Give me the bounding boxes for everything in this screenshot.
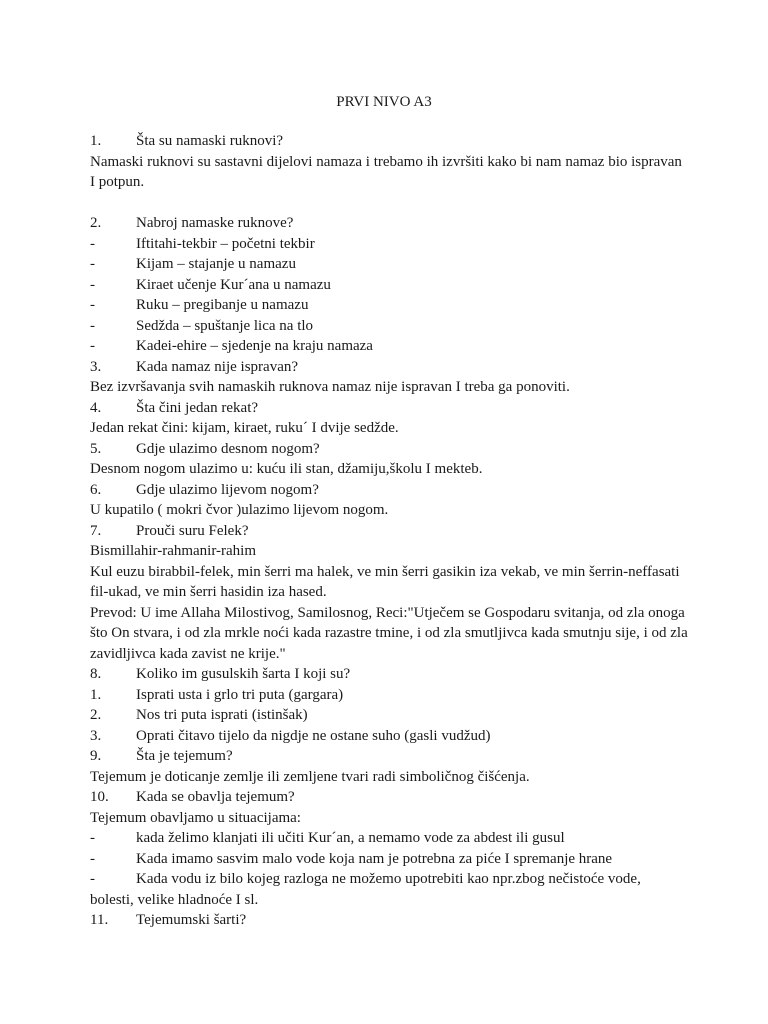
bullet-item	[90, 234, 690, 255]
list-marker: 11.	[90, 912, 109, 928]
list-marker: -	[90, 256, 95, 272]
blank-line	[90, 193, 690, 214]
list-marker: 3.	[90, 727, 102, 744]
list-item-text: Kada se obavlja tejemum?	[136, 789, 295, 805]
paragraph: Kul euzu birabbil-felek, min šerri ma halek, ve min šerri gasikin iza vekab, ve min šerrin-neffasati fil-ukad, ve min šerri hasidin iza hased.	[90, 563, 680, 600]
list-item-text: Sedžda – spuštanje lica na tlo	[136, 317, 314, 334]
list-item-text: kada želimo klanjati ili učiti Kur´an, a nemamo vode za abdest ili gusul	[136, 830, 565, 846]
list-marker: -	[90, 830, 95, 846]
list-marker: -	[90, 276, 95, 293]
numbered-item	[90, 910, 690, 931]
list-marker: 9.	[90, 748, 102, 764]
paragraph: Desnom nogom ulazimo u: kuću ili stan, džamiju,školu I mekteb.	[90, 461, 483, 477]
numbered-item	[90, 705, 690, 726]
list-item-text: Šta je tejemum?	[136, 748, 233, 764]
numbered-item	[90, 787, 690, 808]
bullet-item	[90, 336, 690, 357]
list-item-text: Gdje ulazimo lijevom nogom?	[136, 481, 319, 498]
list-marker: 6.	[90, 481, 102, 498]
bullet-item	[90, 828, 690, 849]
numbered-item	[90, 357, 690, 378]
bullet-item	[90, 849, 690, 870]
list-marker: 2.	[90, 215, 102, 231]
paragraph: Tejemum je doticanje zemlje ili zemljene tvari radi simboličnog čišćenja.	[90, 768, 530, 785]
list-marker: -	[90, 850, 95, 867]
paragraph: U kupatilo ( mokri čvor )ulazimo lijevom nogom.	[90, 502, 389, 518]
numbered-item	[90, 131, 690, 152]
bullet-item	[90, 869, 690, 890]
list-marker: -	[90, 338, 95, 354]
list-item-text: Kiraet učenje Kur´ana u namazu	[136, 276, 331, 293]
list-marker: 8.	[90, 666, 102, 682]
numbered-item	[90, 480, 690, 501]
numbered-item	[90, 685, 690, 706]
list-item-text: Gdje ulazimo desnom nogom?	[136, 440, 320, 457]
list-item-continuation: bolesti, velike hladnoće I sl.	[90, 891, 259, 908]
list-marker: -	[90, 317, 95, 334]
numbered-item	[90, 664, 690, 685]
numbered-item	[90, 213, 690, 234]
list-marker: 10.	[90, 789, 109, 805]
list-item-text: Kijam – stajanje u namazu	[136, 256, 296, 272]
list-item-text: Prouči suru Felek?	[136, 522, 249, 539]
list-marker: 5.	[90, 440, 102, 457]
list-item-text: Kada imamo sasvim malo vode koja nam je potrebna za piće I spremanje hrane	[136, 850, 613, 867]
numbered-item	[90, 398, 690, 419]
list-item-text: Kada namaz nije ispravan?	[136, 358, 299, 375]
document-body	[90, 131, 690, 931]
list-marker: -	[90, 297, 95, 313]
list-item-text: Ruku – pregibanje u namazu	[136, 297, 309, 313]
list-marker: 1.	[90, 686, 102, 703]
numbered-item	[90, 439, 690, 460]
bullet-item	[90, 295, 690, 316]
list-item-text: Šta su namaski ruknovi?	[136, 133, 284, 149]
list-item-text: Iftitahi-tekbir – početni tekbir	[136, 235, 315, 252]
list-item-text: Koliko im gusulskih šarta I koji su?	[136, 666, 351, 682]
list-item-text: Šta čini jedan rekat?	[136, 399, 259, 416]
list-marker: -	[90, 235, 95, 252]
numbered-item	[90, 521, 690, 542]
paragraph: Bismillahir-rahmanir-rahim	[90, 543, 257, 559]
paragraph: Jedan rekat čini: kijam, kiraet, ruku´ I dvije sedžde.	[90, 420, 399, 436]
list-marker: -	[90, 871, 95, 887]
list-marker: 2.	[90, 707, 102, 723]
numbered-item	[90, 726, 690, 747]
numbered-item	[90, 746, 690, 767]
list-item-text: Isprati usta i grlo tri puta (gargara)	[136, 686, 344, 703]
bullet-item	[90, 316, 690, 337]
list-marker: 4.	[90, 399, 102, 416]
paragraph: Namaski ruknovi su sastavni dijelovi namaza i trebamo ih izvršiti kako bi nam namaz bio ispravan I potpun.	[90, 153, 682, 190]
list-item-text: Tejemumski šarti?	[136, 912, 247, 928]
paragraph: Tejemum obavljamo u situacijama:	[90, 809, 301, 826]
bullet-item	[90, 275, 690, 296]
bullet-item	[90, 254, 690, 275]
list-item-text: Kadei-ehire – sjedenje na kraju namaza	[136, 338, 373, 354]
list-marker: 3.	[90, 358, 102, 375]
list-item-text: Nos tri puta isprati (istinšak)	[136, 707, 308, 723]
document-title: PRVI NIVO A3	[336, 94, 432, 110]
list-item-text: Oprati čitavo tijelo da nigdje ne ostane suho (gasli vudžud)	[136, 727, 491, 744]
list-marker: 1.	[90, 133, 102, 149]
paragraph: Bez izvršavanja svih namaskih ruknova namaz nije ispravan I treba ga ponoviti.	[90, 379, 570, 395]
list-marker: 7.	[90, 522, 102, 539]
list-item-text: Nabroj namaske ruknove?	[136, 215, 294, 231]
paragraph: Prevod: U ime Allaha Milostivog, Samilosnog, Reci:"Utječem se Gospodaru svitanja, od zla onoga što On stvara, i od zla mrkle noći kada razastre tmine, i od zla smutljivca kada smutnju sije, i od zla zavidljivca kada zavist ne krije."	[90, 604, 688, 662]
list-item-text: Kada vodu iz bilo kojeg razloga ne možemo upotrebiti kao npr.zbog nečistoće vode,	[136, 871, 641, 887]
